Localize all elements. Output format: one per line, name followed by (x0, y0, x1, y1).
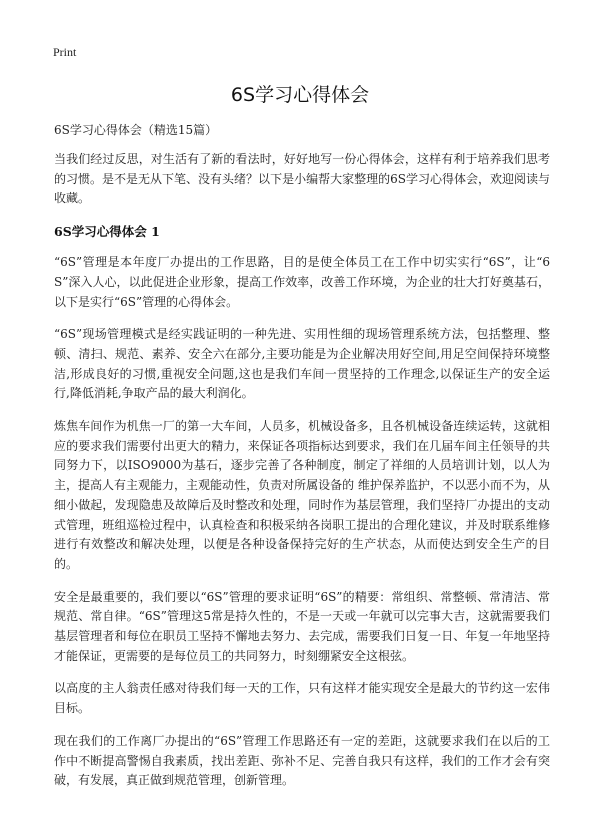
paragraph: 安全是最重要的，我们要以“6S”管理的要求证明“6S”的精要：常组织、常整顿、常清洁、常规范、常自律。“6S”管理这5常是持久性的，不是一天或一年就可以完事大吉，这就需要我们基层管理者和每位在职员工坚持不懈地去努力、去完成，需要我们日复一日、年复一年地坚持才能保证，更需要的是每位员工的共同努力，时刻绷紧安全这根弦。 (54, 589, 550, 663)
paragraph: 炼焦车间作为机焦一厂的第一大车间，人员多，机械设备多，且各机械设备连续运转，这就相应的要求我们需要付出更大的精力，来保证各项指标达到要求，我们在几届车间主任领导的共同努力下，以ISO9000为基石，逐步完善了各种制度，制定了祥细的人员培训计划，以人为主，提高人有主观能力，主观能动性，负责对所属设备的 维护保养监护，不以恶小而不为，从细小做起，发现隐患及故障后及时整改和处理，同时作为基层管理，我们坚持厂办提出的支动式管理，班组巡检过程中，认真检查和积极采纳各岗职工提出的合理化建议，并及时联系维修进行有效整改和解决处理，以便是各种设备保持完好的生产状态，从而使达到安全生产的目的。 (54, 419, 550, 571)
paragraph: 现在我们的工作离厂办提出的“6S”管理工作思路还有一定的差距，这就要求我们在以后的工作中不断提高警惕自我素质，找出差距、弥补不足、完善自我只有这样，我们的工作才会有突破，有发展，真正做到规范管理，创新管理。 (54, 733, 550, 788)
paragraph: “6S”管理是本年度厂办提出的工作思路，目的是使全体员工在工作中切实实行“6S”，让“6S”深入人心，以此促进企业形象，提高工作效率，改善工作环境，为企业的壮大打好奠基石，以下是实行“6S”管理的心得体会。 (54, 255, 550, 309)
page-title: 6S学习心得体会 (230, 84, 370, 106)
article-body (54, 122, 550, 804)
section-heading: 6S学习心得体会 1 (54, 224, 160, 240)
paragraph: “6S”现场管理模式是经实践证明的一种先进、实用性细的现场管理系统方法，包括整理、整顿、清扫、规范、素养、安全六在部分,主要功能是为企业解决用好空间,用足空间保持环境整洁,形成良好的习惯,重视安全问题,这也是我们车间一贯坚持的工作理念,以保证生产的安全运行,降低消耗,争取产品的最大利润化。 (54, 327, 550, 401)
print-link[interactable]: Print (53, 45, 77, 59)
paragraph: 以高度的主人翁责任感对待我们每一天的工作，只有这样才能实现安全是最大的节约这一宏伟目标。 (54, 681, 550, 716)
article-subtitle: 6S学习心得体会（精选15篇） (54, 123, 218, 137)
intro-paragraph: 当我们经过反思，对生活有了新的看法时，好好地写一份心得体会，这样有利于培养我们思考的习惯。是不是无从下笔、没有头绪？以下是小编帮大家整理的6S学习心得体会，欢迎阅读与收藏。 (54, 152, 550, 206)
